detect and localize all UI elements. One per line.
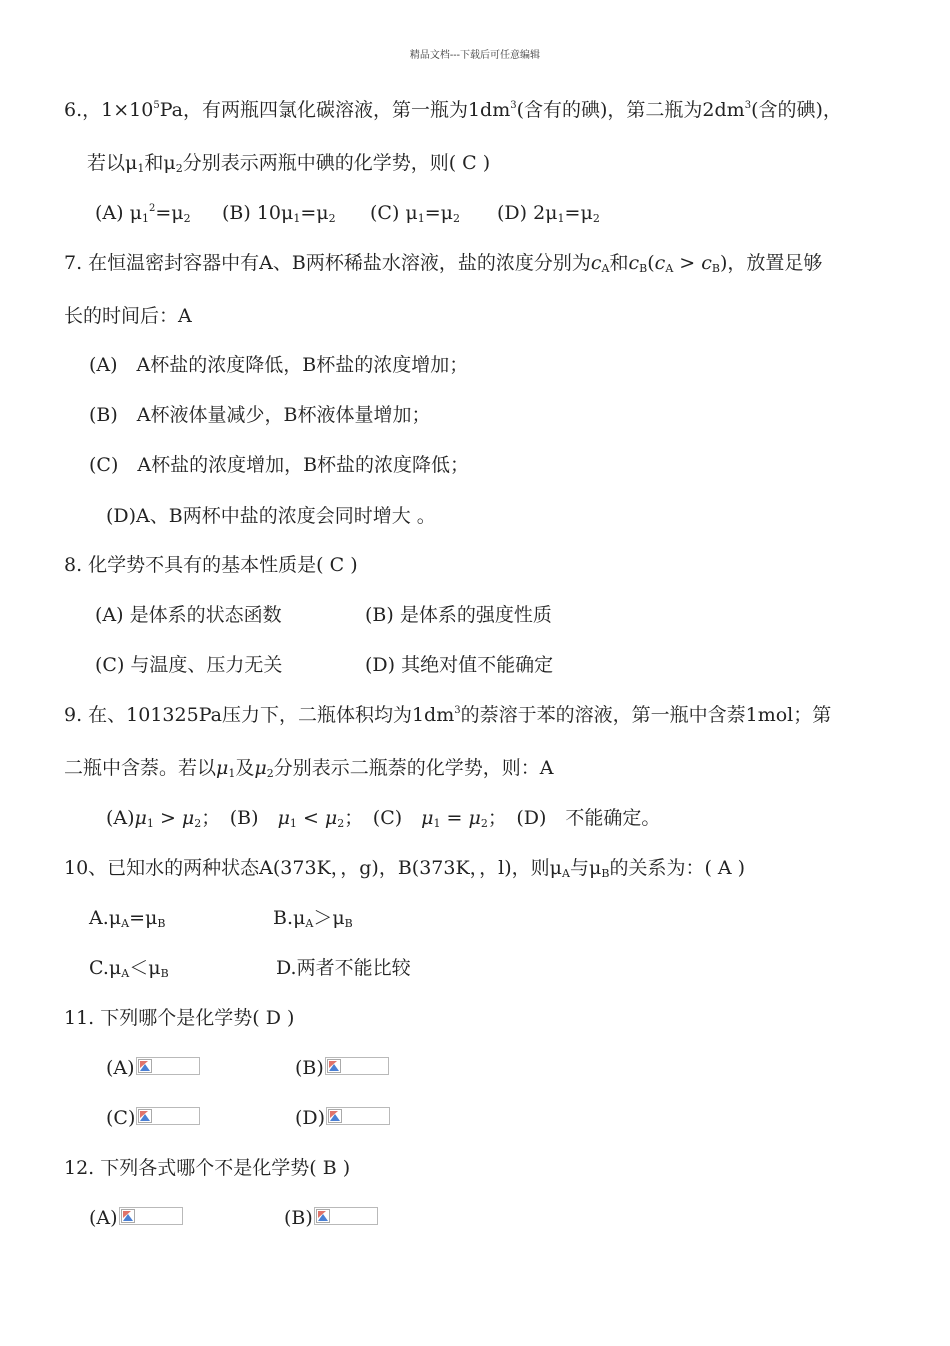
q6-text: 若以μ	[87, 152, 138, 174]
q9-sub: 1	[433, 817, 441, 830]
q10-opt-text: A.μ	[89, 907, 122, 929]
q10-opt-text: C.μ	[89, 957, 122, 979]
q6-opt-sub: 2	[183, 212, 191, 225]
broken-image-icon	[119, 1207, 183, 1225]
q9-options	[106, 805, 660, 831]
q9-opt-text: ； (C)	[344, 807, 422, 829]
q6-opt-text: (D) 2μ	[497, 202, 558, 224]
q6-text: (含有的碘)，第二瓶为2dm	[516, 99, 745, 121]
q7-sub: A	[665, 262, 674, 275]
q9-var: μ	[181, 807, 195, 829]
q6-line-2	[87, 150, 490, 176]
q10-text: 10、已知水的两种状态A(373K，，g)，B(373K，，l)，则μ	[64, 857, 563, 879]
q9-var: μ	[216, 757, 229, 779]
q6-opt-sub: 1	[417, 212, 425, 225]
q6-option-b	[222, 200, 336, 226]
q10-text: 与μ	[569, 857, 602, 879]
q9-sub: 1	[289, 817, 297, 830]
q6-option-a	[95, 200, 191, 226]
q6-opt-text: =μ	[564, 202, 593, 224]
q10-line-1	[64, 855, 745, 881]
q6-sub: 1	[137, 162, 145, 175]
q12-opt-label: (B)	[284, 1207, 313, 1229]
q10-sub: B	[344, 917, 353, 930]
q7-option-b: (B) A杯液体量减少，B杯液体量增加；	[89, 404, 431, 426]
q10-option-d: D.两者不能比较	[276, 957, 411, 979]
q9-line-2	[64, 755, 553, 781]
q9-text: 及	[235, 757, 255, 779]
q6-opt-sub: 1	[293, 212, 301, 225]
q10-opt-text: =μ	[129, 907, 158, 929]
q7-text: )，放置足够	[720, 252, 823, 274]
q12-opt-label: (A)	[89, 1207, 118, 1229]
q6-opt-text: =μ	[424, 202, 454, 224]
q12-option-b	[284, 1205, 378, 1231]
broken-image-icon	[136, 1107, 200, 1125]
page-header: 精品文档---下载后可任意编辑	[409, 50, 541, 61]
q11-option-c	[106, 1105, 200, 1131]
q10-sub: A	[121, 967, 130, 980]
q10-sub: B	[601, 867, 610, 880]
q7-line-2: 长的时间后：A	[64, 305, 192, 327]
q6-opt-text: =μ	[300, 202, 329, 224]
q9-line-1	[64, 702, 831, 728]
q7-option-c: (C) A杯盐的浓度增加，B杯盐的浓度降低；	[89, 454, 470, 476]
q9-sub: 2	[194, 817, 202, 830]
q9-var: μ	[468, 807, 481, 829]
q7-sub: A	[601, 262, 610, 275]
q7-text: 和	[609, 252, 629, 274]
q9-var: μ	[324, 807, 338, 829]
q9-opt-text: ； (D) 不能确定。	[487, 807, 661, 829]
q6-line-1	[64, 97, 842, 123]
q7-option-a: (A) A杯盐的浓度降低，B杯盐的浓度增加；	[89, 354, 469, 376]
q7-var: c	[628, 252, 640, 274]
q8-option-c: (C) 与温度、压力无关	[95, 654, 283, 676]
q6-text: 分别表示两瓶中碘的化学势，则( C )	[182, 152, 491, 174]
q9-sub: 1	[228, 767, 236, 780]
q9-opt-text: >	[153, 807, 182, 829]
q9-opt-text: (A)	[106, 807, 135, 829]
q9-sub: 1	[146, 817, 154, 830]
q7-text: (	[647, 252, 655, 274]
q10-sub: A	[562, 867, 570, 880]
q6-sup: 3	[744, 100, 752, 111]
q10-opt-text: ＞μ	[313, 907, 345, 929]
q11-opt-label: (C)	[106, 1107, 136, 1129]
q11-option-a	[106, 1055, 200, 1081]
broken-image-icon	[136, 1057, 200, 1075]
q11-opt-label: (B)	[295, 1057, 324, 1079]
q6-opt-sub: 1	[141, 212, 149, 225]
broken-image-icon	[325, 1057, 389, 1075]
q9-var: μ	[421, 807, 434, 829]
q11-opt-label: (D)	[295, 1107, 326, 1129]
q10-opt-text: ＜μ	[129, 957, 161, 979]
q7-sub: B	[711, 262, 721, 275]
q9-opt-text: ； (B)	[201, 807, 278, 829]
q7-var: c	[590, 252, 602, 274]
q10-sub: A	[305, 917, 314, 930]
q10-sub: B	[157, 917, 166, 930]
q6-sub: 2	[175, 162, 183, 175]
q9-var: μ	[254, 757, 267, 779]
q9-sub: 2	[480, 817, 488, 830]
q8-option-b: (B) 是体系的强度性质	[365, 604, 552, 626]
broken-image-icon	[314, 1207, 378, 1225]
q9-text: 9. 在、101325Pa压力下，二瓶体积均为1dm	[64, 704, 455, 726]
q10-sub: A	[121, 917, 130, 930]
q6-text: 和μ	[144, 152, 176, 174]
q9-text: 分别表示二瓶萘的化学势，则：A	[273, 757, 554, 779]
q10-opt-text: B.μ	[273, 907, 306, 929]
q9-text: 的萘溶于苯的溶液，第一瓶中含萘1mol；第	[460, 704, 832, 726]
q7-var: c	[701, 252, 712, 274]
q7-text: 7. 在恒温密封容器中有A、B两杯稀盐水溶液，盐的浓度分别为	[64, 252, 591, 274]
q6-opt-sub: 1	[557, 212, 565, 225]
q9-var: μ	[134, 807, 147, 829]
q6-text: (含的碘)，	[751, 99, 842, 121]
q7-option-d: (D)A、B两杯中盐的浓度会同时增大 。	[106, 505, 436, 527]
q9-text: 二瓶中含萘。若以	[64, 757, 217, 779]
q9-opt-text: <	[296, 807, 325, 829]
q10-text: 的关系为：( A )	[609, 857, 746, 879]
q12-line-1: 12. 下列各式哪个不是化学势( B )	[64, 1157, 351, 1179]
q8-option-d: (D) 其绝对值不能确定	[365, 654, 554, 676]
q7-line-1	[64, 250, 822, 276]
q6-opt-sub: 2	[453, 212, 461, 225]
q8-option-a: (A) 是体系的状态函数	[95, 604, 282, 626]
q6-option-d	[497, 200, 600, 226]
q10-sub: B	[160, 967, 169, 980]
q10-option-c	[89, 955, 169, 981]
q6-opt-sup: 2	[148, 203, 156, 214]
q10-option-a	[89, 905, 165, 931]
q8-line-1: 8. 化学势不具有的基本性质是( C )	[64, 554, 358, 576]
q6-text: Pa，有两瓶四氯化碳溶液，第一瓶为1dm	[159, 99, 511, 121]
q6-opt-text: =μ	[155, 202, 184, 224]
broken-image-icon	[326, 1107, 390, 1125]
q11-option-b	[295, 1055, 389, 1081]
q11-opt-label: (A)	[106, 1057, 135, 1079]
q11-line-1: 11. 下列哪个是化学势( D )	[64, 1007, 295, 1029]
q6-option-c	[370, 200, 460, 226]
q6-opt-sub: 2	[328, 212, 336, 225]
q6-opt-text: (B) 10μ	[222, 202, 294, 224]
q6-opt-text: (A) μ	[95, 202, 142, 224]
q7-text: >	[673, 252, 702, 274]
q9-sub: 2	[337, 817, 345, 830]
q10-option-b	[273, 905, 353, 931]
q6-opt-text: (C) μ	[370, 202, 418, 224]
q6-sup: 3	[510, 100, 517, 111]
q9-sup: 3	[454, 705, 461, 716]
q7-sub: B	[639, 262, 648, 275]
q6-sup: 5	[153, 100, 160, 111]
q7-var: c	[654, 252, 666, 274]
q6-text: 6.，1×10	[64, 99, 154, 121]
q9-opt-text: =	[440, 807, 469, 829]
q11-option-d	[295, 1105, 390, 1131]
q12-option-a	[89, 1205, 183, 1231]
q6-opt-sub: 2	[592, 212, 600, 225]
q9-var: μ	[277, 807, 290, 829]
q9-sub: 2	[266, 767, 274, 780]
